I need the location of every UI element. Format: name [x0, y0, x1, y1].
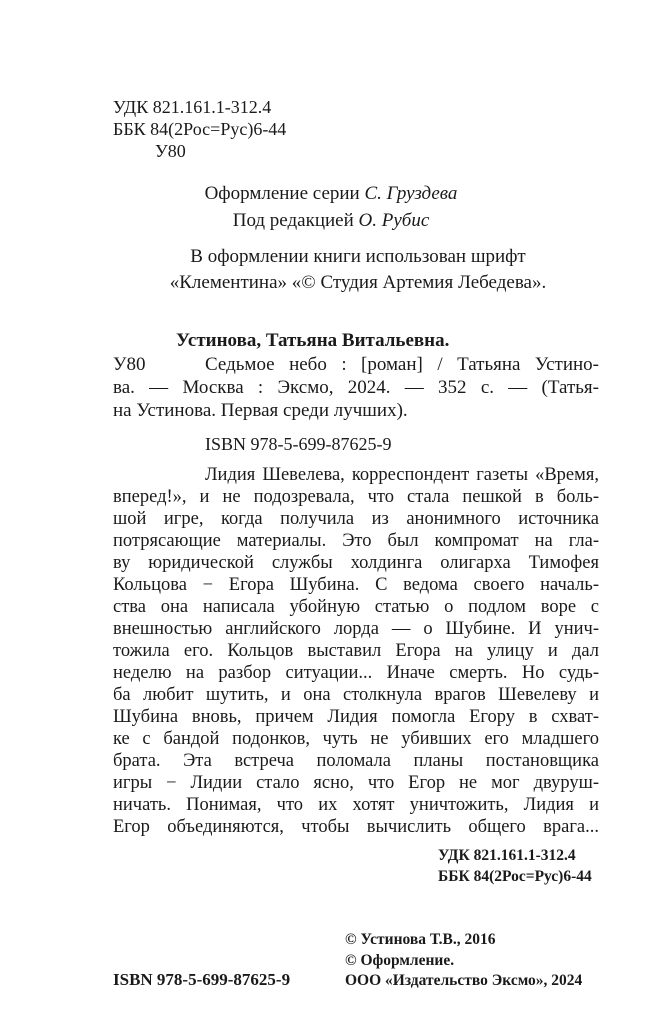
series-design-credit: [0, 183, 662, 205]
bbk-code-top: ББК 84(2Рос=Рус)6-44: [113, 119, 287, 139]
annotation-line: ба любит шутить, и она столкнула врагов Шевелеву и: [113, 685, 599, 705]
annotation-line: Шубина вновь, причем Лидия помогла Егору в схват-: [113, 707, 599, 727]
catalog-author-mark: У80: [113, 354, 146, 375]
annotation-line: брата. Эта встреча поломала планы постановщика: [113, 751, 599, 771]
catalog-description-line: на Устинова. Первая среди лучших).: [113, 400, 408, 421]
annotation-line: ке с бандой подонков, чуть не убивших его младшего: [113, 729, 599, 749]
author-mark-top: У80: [155, 141, 186, 161]
copyright-author: © Устинова Т.В., 2016: [345, 931, 496, 948]
editor-label: Под редакцией: [232, 210, 354, 231]
annotation-line: ву юридической службы холдинга олигарха Тимофея: [113, 553, 599, 573]
font-notice-line-2: «Клементина» «© Студия Артемия Лебедева».: [169, 272, 547, 293]
annotation-line: тожила его. Кольцов выставил Егора на улицу и дал: [113, 641, 599, 661]
isbn-bottom: ISBN 978-5-699-87625-9: [113, 970, 291, 989]
annotation-line: ства она написала убойную статью о подлом воре с: [113, 597, 599, 617]
annotation-line: Егор объединяются, чтобы вычислить общего врага...: [113, 817, 599, 837]
font-notice-line-1: В оформлении книги использован шрифт: [190, 246, 526, 267]
annotation-line: ничать. Понимая, что их хотят уничтожить, Лидия и: [113, 795, 599, 815]
series-design-name: С. Груздева: [364, 183, 458, 204]
bbk-code-bottom: ББК 84(2Рос=Рус)6-44: [438, 868, 592, 885]
catalog-description-line: ва. — Москва : Эксмо, 2024. — 352 с. — (Татья-: [113, 377, 599, 398]
editor-name: О. Рубис: [358, 210, 430, 231]
catalog-author-heading: Устинова, Татьяна Витальевна.: [176, 330, 450, 351]
annotation-line: шой игре, когда получила из анонимного источника: [113, 509, 599, 529]
annotation-line: Кольцова − Егора Шубина. С ведома своего началь-: [113, 575, 599, 595]
udk-code-top: УДК 821.161.1-312.4: [113, 97, 272, 117]
annotation-line: потрясающие материалы. Это был компромат на гла-: [113, 531, 599, 551]
series-design-label: Оформление серии: [204, 183, 360, 204]
annotation-line: Лидия Шевелева, корреспондент газеты «Время,: [205, 465, 599, 485]
copyright-publisher: ООО «Издательство Эксмо», 2024: [345, 972, 583, 989]
annotation-line: неделю на разбор ситуации... Иначе смерть. Но судь-: [113, 663, 599, 683]
annotation-line: игры − Лидии стало ясно, что Егор не мог двуруш-: [113, 773, 599, 793]
annotation-line: вперед!», и не подозревала, что стала пешкой в боль-: [113, 487, 599, 507]
udk-code-bottom: УДК 821.161.1-312.4: [438, 847, 576, 864]
copyright-design: © Оформление.: [345, 952, 455, 969]
editor-credit: [0, 210, 662, 232]
annotation-line: внешностью английского лорда — о Шубине. И унич-: [113, 619, 599, 639]
catalog-isbn: ISBN 978-5-699-87625-9: [205, 434, 392, 454]
catalog-description-line: Седьмое небо : [роман] / Татьяна Устино-: [205, 354, 599, 375]
